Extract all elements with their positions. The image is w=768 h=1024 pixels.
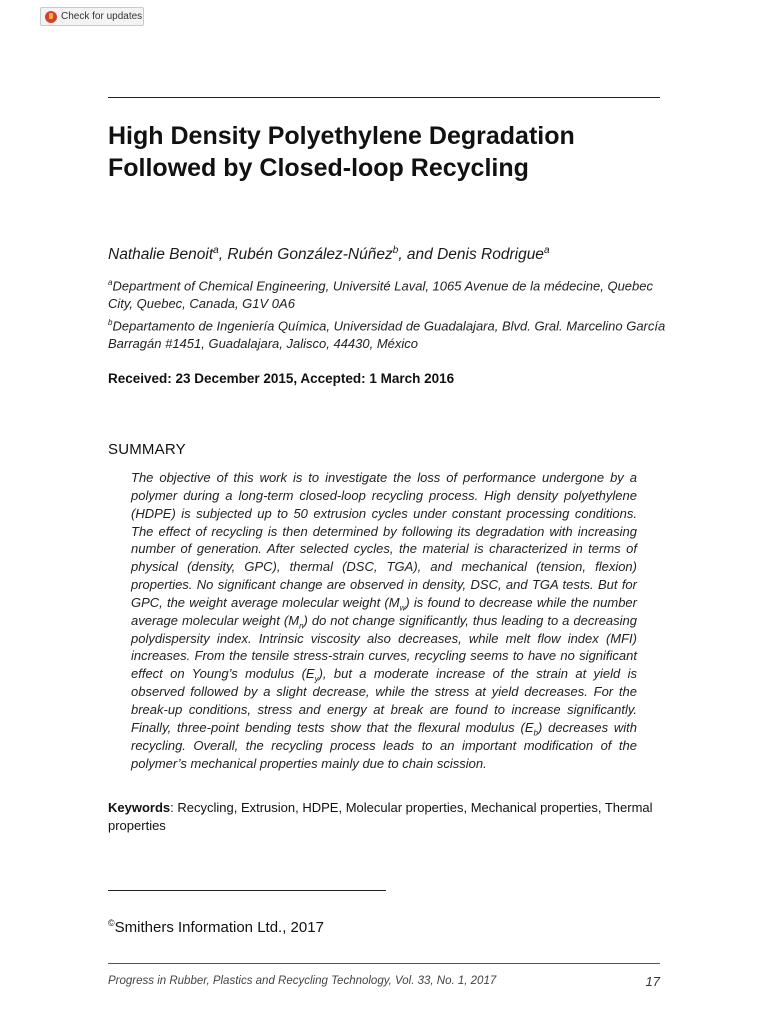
affiliation-b bbox=[108, 314, 668, 353]
footer-rule bbox=[108, 963, 660, 964]
journal-citation: Progress in Rubber, Plastics and Recycling Technology, Vol. 33, No. 1, 2017 bbox=[108, 975, 497, 987]
affiliation-marker: a bbox=[543, 245, 550, 256]
subscript: y bbox=[314, 674, 319, 684]
article-title: High Density Polyethylene Degradation Followed by Closed-loop Recycling bbox=[108, 122, 575, 182]
author-separator: , bbox=[218, 246, 228, 264]
abstract-segment: ) is found to decrease while the number average molecular weight (M bbox=[131, 594, 637, 628]
author-list bbox=[108, 245, 668, 264]
affiliation-a bbox=[108, 274, 668, 313]
author-name: Denis Rodrigue bbox=[437, 246, 544, 264]
affiliation-marker: a bbox=[213, 245, 219, 256]
copyright-text: Smithers Information Ltd., 2017 bbox=[114, 919, 324, 936]
check-for-updates-badge[interactable] bbox=[40, 7, 144, 26]
abstract-segment: ), but a moderate increase of the strain at yield is observed followed by a slight decrease, while the stress at yield decreases. For the break-up conditions, stress and energy at break are found to increase significantly. Finally, three-point bending tests show that the flexural modulus (E bbox=[131, 666, 637, 735]
summary-heading: SUMMARY bbox=[108, 441, 186, 458]
subscript: n bbox=[299, 621, 304, 631]
received-dates: Received: 23 December 2015, Accepted: 1 March 2016 bbox=[108, 371, 455, 386]
top-rule bbox=[108, 97, 660, 98]
footnote-rule bbox=[108, 890, 386, 891]
keywords bbox=[108, 799, 664, 835]
abstract-text bbox=[131, 469, 637, 772]
abstract-segment: ) decreases with recycling. Overall, the recycling process leads to an important modification of the polymer’s mechanical properties mainly due to chain scission. bbox=[131, 719, 637, 771]
affiliation-marker: b bbox=[392, 245, 399, 256]
author-name: Rubén González-Núñez bbox=[227, 246, 393, 264]
copyright-notice bbox=[108, 918, 324, 936]
affiliation-marker: b bbox=[108, 318, 113, 327]
abstract-segment: ) do not change significantly, thus leading to a decreasing polydispersity index. Intrinsic viscosity also decreases, while melt flow index (MFI) increases. From the tensile stress-strain curves, recycling seems to have no significant effect on Young’s modulus (E bbox=[131, 612, 637, 682]
keywords-text: : Recycling, Extrusion, HDPE, Molecular properties, Mechanical properties, Thermal properties bbox=[108, 800, 653, 833]
affiliation-marker: a bbox=[108, 278, 113, 287]
subscript: b bbox=[533, 728, 538, 738]
subscript: w bbox=[399, 603, 406, 613]
crossmark-icon bbox=[45, 11, 57, 23]
affiliation-text: Departamento de Ingeniería Química, Universidad de Guadalajara, Blvd. Gral. Marcelino García Barragán #1451, Guadalajara, Jalisco, 44430, México bbox=[108, 318, 666, 352]
check-for-updates-label: Check for updates bbox=[61, 11, 143, 22]
copyright-symbol: © bbox=[108, 918, 115, 928]
page-number: 17 bbox=[645, 974, 660, 989]
abstract-segment: The objective of this work is to investigate the loss of performance undergone by a polymer during a long-term closed-loop recycling process. High density polyethylene (HDPE) is subjected up to 50 extrusion cycles under constant processing conditions. The effect of recycling is then determined by following its degradation with increasing number of generation. After selected cycles, the material is characterized in terms of physical (density, GPC), thermal (DSC, TGA), and mechanical (tension, flexion) properties. No significant change are observed in density, DSC, and TGA tests. But for GPC, the weight average molecular weight (M bbox=[131, 470, 637, 610]
keywords-label: Keywords bbox=[108, 800, 171, 815]
author-name: Nathalie Benoit bbox=[108, 246, 214, 264]
author-separator: , and bbox=[398, 246, 438, 264]
affiliation-text: Department of Chemical Engineering, Université Laval, 1065 Avenue de la médecine, Quebec City, Quebec, Canada, G1V 0A6 bbox=[108, 278, 653, 312]
